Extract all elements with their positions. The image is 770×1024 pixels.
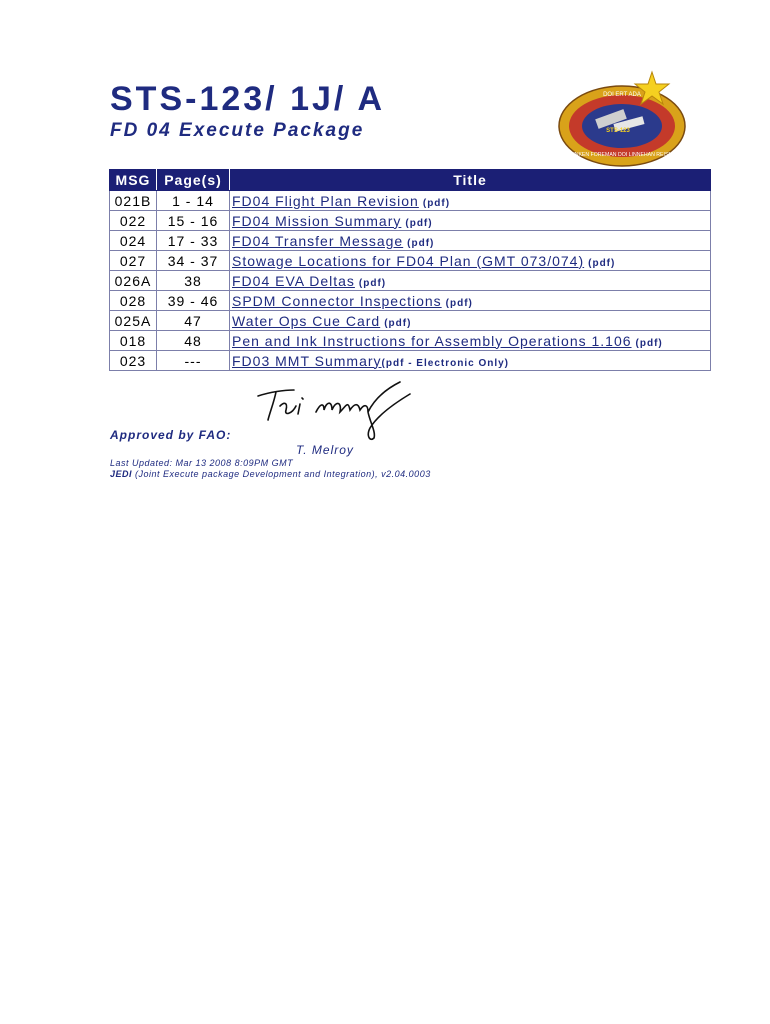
document-link[interactable]: FD03 MMT Summary [232, 352, 382, 369]
msg-cell: 022 [110, 211, 157, 231]
patch-text-center: STS-123 [606, 128, 630, 134]
table-row [110, 231, 711, 251]
pages-cell: 1 - 14 [157, 191, 230, 211]
mission-patch-icon [556, 70, 690, 170]
table-header-row [110, 170, 711, 191]
title-cell [230, 271, 711, 291]
msg-cell: 021B [110, 191, 157, 211]
msg-cell: 026A [110, 271, 157, 291]
title-cell [230, 331, 711, 351]
table-row [110, 251, 711, 271]
pdf-link[interactable]: (pdf) [635, 337, 663, 349]
title-cell [230, 291, 711, 311]
col-title-header: Title [230, 170, 711, 191]
signer-name: T. Melroy [296, 443, 354, 457]
table-row [110, 351, 711, 371]
document-link[interactable]: Pen and Ink Instructions for Assembly Operations 1.106 [232, 332, 632, 349]
patch-text-bottom: BEHNKEN FOREMAN DOI LINNEHAN REISMAN [564, 152, 680, 158]
msg-cell: 025A [110, 311, 157, 331]
pages-cell: 17 - 33 [157, 231, 230, 251]
col-pages-header: Page(s) [157, 170, 230, 191]
document-link[interactable]: SPDM Connector Inspections [232, 292, 442, 309]
title-cell [230, 211, 711, 231]
msg-cell: 027 [110, 251, 157, 271]
msg-cell: 028 [110, 291, 157, 311]
table-row [110, 311, 711, 331]
table-row [110, 331, 711, 351]
table-row [110, 211, 711, 231]
document-link[interactable]: FD04 EVA Deltas [232, 272, 355, 289]
document-link[interactable]: Water Ops Cue Card [232, 312, 381, 329]
jedi-abbr: JEDI [110, 469, 133, 479]
title-cell [230, 231, 711, 251]
document-link[interactable]: FD04 Flight Plan Revision [232, 192, 419, 209]
page-subtitle: FD 04 Execute Package [110, 120, 365, 141]
jedi-footer [110, 469, 431, 479]
approved-by-label: Approved by FAO: [110, 428, 232, 442]
title-cell [230, 311, 711, 331]
pdf-link[interactable]: (pdf) [588, 257, 616, 269]
last-updated: Last Updated: Mar 13 2008 8:09PM GMT [110, 458, 294, 468]
msg-cell: 024 [110, 231, 157, 251]
pages-cell: 34 - 37 [157, 251, 230, 271]
col-msg-header: MSG [110, 170, 157, 191]
pdf-link[interactable]: (pdf) [422, 197, 451, 209]
document-link[interactable]: FD04 Mission Summary [232, 212, 402, 229]
pages-cell: 39 - 46 [157, 291, 230, 311]
pdf-link[interactable]: (pdf) [358, 277, 387, 289]
msg-cell: 018 [110, 331, 157, 351]
pages-cell: --- [157, 351, 230, 371]
jedi-full: (Joint Execute package Development and Integration), v2.04.0003 [135, 469, 431, 479]
pdf-link[interactable]: (pdf) [405, 217, 433, 229]
table-row [110, 291, 711, 311]
pdf-link[interactable]: (pdf) [384, 317, 412, 329]
pages-cell: 38 [157, 271, 230, 291]
document-link[interactable]: FD04 Transfer Message [232, 232, 404, 249]
messages-table [109, 169, 711, 371]
patch-text-top: DOI ERT ADA [603, 92, 641, 98]
title-cell [230, 191, 711, 211]
pdf-electronic-note[interactable]: (pdf - Electronic Only) [381, 357, 509, 369]
msg-cell: 023 [110, 351, 157, 371]
pages-cell: 48 [157, 331, 230, 351]
page-title: STS-123/ 1J/ A [110, 80, 386, 118]
title-cell [230, 351, 711, 371]
table-row [110, 271, 711, 291]
pdf-link[interactable]: (pdf) [445, 297, 473, 309]
pages-cell: 15 - 16 [157, 211, 230, 231]
pdf-link[interactable]: (pdf) [407, 237, 435, 249]
table-row [110, 191, 711, 211]
title-cell [230, 251, 711, 271]
document-link[interactable]: Stowage Locations for FD04 Plan (GMT 073/074) [232, 252, 585, 269]
signature-icon [250, 376, 440, 442]
pages-cell: 47 [157, 311, 230, 331]
